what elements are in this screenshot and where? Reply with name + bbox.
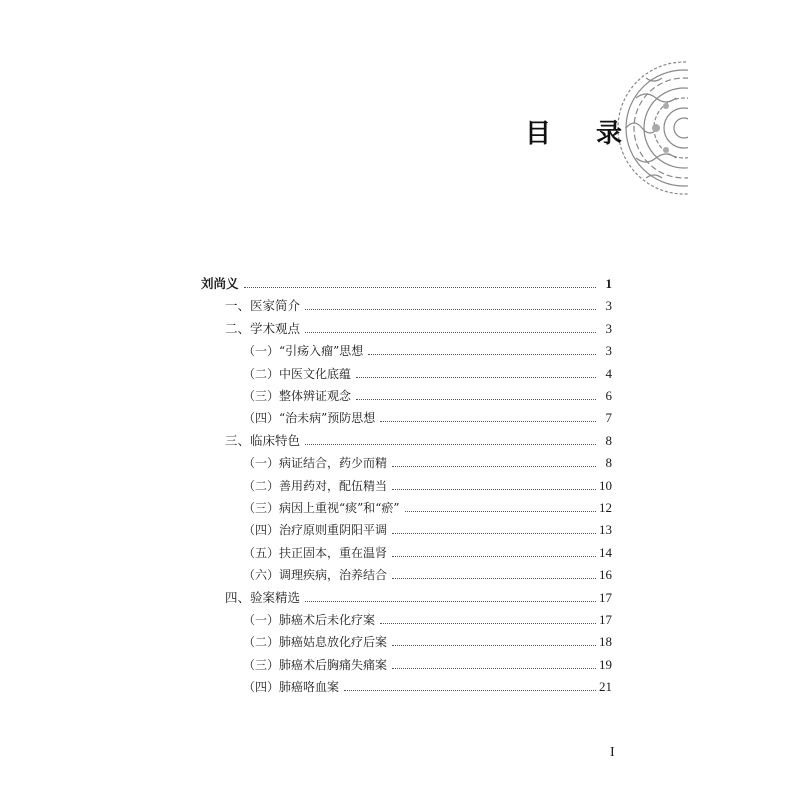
toc-leader-dots <box>305 332 596 333</box>
toc-entry[interactable] <box>0 340 800 362</box>
toc-leader-dots <box>305 309 596 310</box>
toc-entry[interactable] <box>0 363 800 385</box>
toc-leader-dots <box>356 399 596 400</box>
toc-leader-dots <box>356 377 596 378</box>
toc-entry-title: （六）调理疾病，治养结合 <box>243 564 390 586</box>
toc-entry[interactable] <box>0 475 800 497</box>
toc-entry[interactable] <box>0 452 800 474</box>
toc-leader-dots <box>405 511 596 512</box>
toc-entry-title: （五）扶正固本，重在温肾 <box>243 542 390 564</box>
toc-entry-page: 18 <box>599 631 612 653</box>
toc-entry-title: （二）肺癌姑息放化疗后案 <box>243 631 390 653</box>
toc-entry-page: 4 <box>606 363 613 385</box>
toc-entry[interactable] <box>0 609 800 631</box>
toc-entry[interactable] <box>0 564 800 586</box>
toc-entry-title: （三）肺癌术后胸痛失痛案 <box>243 654 390 676</box>
toc-entry[interactable] <box>0 587 800 609</box>
toc-entry-title: 刘尚义 <box>201 273 242 295</box>
toc-entry-title: （二）中医文化底蕴 <box>243 363 354 385</box>
toc-entry-page: 7 <box>606 407 613 429</box>
toc-entry-title: （三）整体辨证观念 <box>243 385 354 407</box>
toc-entry[interactable] <box>0 318 800 340</box>
toc-entry-page: 14 <box>599 542 612 564</box>
toc-leader-dots <box>244 287 596 288</box>
toc-entry-page: 3 <box>606 340 613 362</box>
toc-leader-dots <box>392 533 596 534</box>
toc-entry-title: （一）病证结合，药少而精 <box>243 452 390 474</box>
toc-leader-dots <box>392 489 596 490</box>
toc-entry-page: 3 <box>606 318 613 340</box>
toc-entry-page: 13 <box>599 519 612 541</box>
toc-entry[interactable] <box>0 497 800 519</box>
toc-entry[interactable] <box>0 654 800 676</box>
toc-entry-page: 8 <box>606 430 613 452</box>
toc-leader-dots <box>368 354 596 355</box>
toc-entry[interactable] <box>0 631 800 653</box>
toc-entry[interactable] <box>0 430 800 452</box>
toc-entry[interactable] <box>0 542 800 564</box>
toc-entry-title: （三）病因上重视“痰”和“瘀” <box>243 497 403 519</box>
toc-entry-page: 21 <box>599 676 612 698</box>
toc-entry[interactable] <box>0 295 800 317</box>
toc-entry-page: 10 <box>599 475 612 497</box>
toc-entry-title: （一）肺癌术后未化疗案 <box>243 609 378 631</box>
toc-entry-page: 16 <box>599 564 612 586</box>
toc-leader-dots <box>305 601 596 602</box>
toc-entry-title: （四）肺癌咯血案 <box>243 676 342 698</box>
toc-leader-dots <box>392 556 596 557</box>
toc-leader-dots <box>380 623 596 624</box>
toc-leader-dots <box>392 578 596 579</box>
toc-entry-title: 二、学术观点 <box>225 318 303 340</box>
page-number: I <box>610 745 615 760</box>
toc-entry-page: 17 <box>599 587 612 609</box>
toc-entry-title: （四）“治未病”预防思想 <box>243 407 378 429</box>
toc-entry[interactable] <box>0 676 800 698</box>
toc-entry-page: 3 <box>606 295 613 317</box>
toc-leader-dots <box>344 690 596 691</box>
toc-entry-page: 19 <box>599 654 612 676</box>
toc-leader-dots <box>392 668 596 669</box>
toc-entry[interactable] <box>0 407 800 429</box>
toc-entry-page: 1 <box>606 273 613 295</box>
toc-entry-title: 四、验案精选 <box>225 587 303 609</box>
toc-leader-dots <box>392 466 596 467</box>
toc-entry-page: 17 <box>599 609 612 631</box>
toc-entry-title: （四）治疗原则重阴阳平调 <box>243 519 390 541</box>
toc-leader-dots <box>392 645 596 646</box>
toc-entry-page: 6 <box>606 385 613 407</box>
toc-entry[interactable] <box>0 385 800 407</box>
toc-entry-title: （二）善用药对，配伍精当 <box>243 475 390 497</box>
toc-entry-page: 8 <box>606 452 613 474</box>
page-title: 目 录 <box>525 119 641 149</box>
toc-entry-title: 三、临床特色 <box>225 430 303 452</box>
toc-entry-page: 12 <box>599 497 612 519</box>
toc-leader-dots <box>305 444 596 445</box>
toc-leader-dots <box>380 421 596 422</box>
toc-entry-title: （一）“引疡入瘤”思想 <box>243 340 366 362</box>
toc-entry-title: 一、医家简介 <box>225 295 303 317</box>
toc-entry[interactable] <box>0 273 800 295</box>
toc-entry[interactable] <box>0 519 800 541</box>
